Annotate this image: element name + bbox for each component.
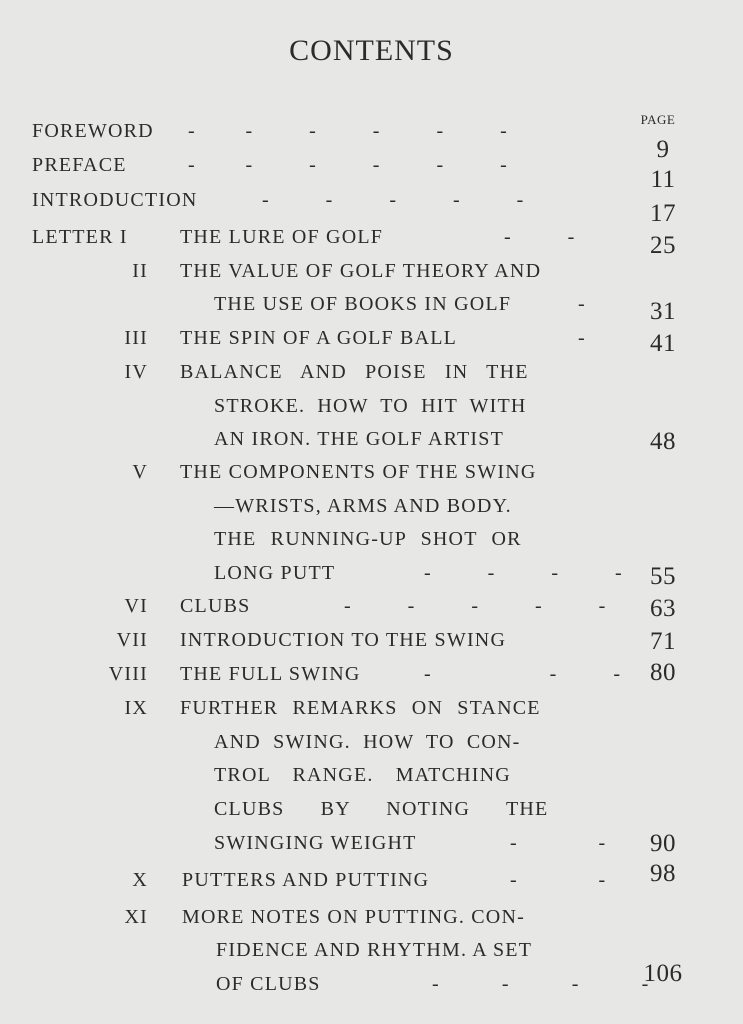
roman-numeral: VIII (108, 663, 148, 685)
leader-dots: - - (510, 869, 607, 891)
roman-numeral: IV (124, 361, 148, 383)
toc-entry-label: THE VALUE OF GOLF THEORY AND (180, 260, 542, 282)
toc-entry-label: FURTHER REMARKS ON STANCE (180, 697, 541, 719)
page-number: 63 (650, 595, 676, 622)
toc-entry-label: AN IRON. THE GOLF ARTIST (214, 428, 505, 450)
leader-dots: - - - (424, 663, 622, 685)
toc-entry-label: BALANCE AND POISE IN THE (180, 361, 529, 383)
page-number: 31 (650, 298, 676, 325)
toc-entry-label: THE USE OF BOOKS IN GOLF (214, 293, 512, 315)
roman-numeral: VII (116, 629, 148, 651)
page-number: 11 (650, 166, 676, 193)
toc-entry-letter-5 (0, 461, 743, 491)
leader-dots: - - - - - (262, 189, 525, 211)
roman-numeral: X (132, 869, 148, 891)
toc-entry-label: THE FULL SWING (180, 663, 361, 685)
toc-entry-label: PUTTERS AND PUTTING (182, 869, 430, 891)
page-number: 48 (650, 428, 676, 455)
toc-entry-label: INTRODUCTION (32, 189, 198, 211)
roman-numeral: XI (124, 906, 148, 928)
toc-entry-label: STROKE. HOW TO HIT WITH (214, 395, 527, 417)
page-column-label: PAGE (640, 112, 676, 127)
leader-dots: - (578, 327, 586, 349)
toc-entry-label: —WRISTS, ARMS AND BODY. (214, 495, 512, 517)
page-number: 80 (650, 659, 676, 686)
leader-dots: - - - - (424, 562, 623, 584)
leader-dots: - - - - - (344, 595, 607, 617)
toc-entry-label: CLUBS (180, 595, 251, 617)
toc-entry-label: TROL RANGE. MATCHING (214, 764, 511, 786)
page-number: 55 (650, 563, 676, 590)
page-number: 17 (650, 200, 676, 227)
toc-entry-continuation (0, 731, 743, 761)
toc-entry-label: PREFACE (32, 154, 127, 176)
toc-entry-label: FIDENCE AND RHYTHM. A SET (216, 939, 533, 961)
letter-label: LETTER I (32, 226, 128, 248)
toc-entry-label: MORE NOTES ON PUTTING. CON- (182, 906, 525, 928)
page-number: 90 (650, 830, 676, 857)
roman-numeral: VI (124, 595, 148, 617)
toc-entry-label: THE COMPONENTS OF THE SWING (180, 461, 537, 483)
page-number: 98 (650, 860, 676, 887)
toc-entry-label: THE LURE OF GOLF (180, 226, 384, 248)
page-number: 9 (656, 136, 670, 163)
page-number: 25 (650, 232, 676, 259)
toc-entry-label: LONG PUTT (214, 562, 336, 584)
toc-entry-label: AND SWING. HOW TO CON- (214, 731, 521, 753)
leader-dots: - - (510, 832, 607, 854)
leader-dots: - - - - - - (188, 154, 508, 176)
toc-entry-label: THE RUNNING-UP SHOT OR (214, 528, 522, 550)
toc-entry-continuation (0, 764, 743, 794)
leader-dots: - - (504, 226, 576, 248)
toc-entry-letter-2 (0, 260, 743, 290)
toc-entry-continuation (0, 798, 743, 828)
leader-dots: - (578, 293, 586, 315)
toc-entry-label: THE SPIN OF A GOLF BALL (180, 327, 458, 349)
roman-numeral: III (124, 327, 148, 349)
roman-numeral: V (132, 461, 148, 483)
toc-entry-letter-9 (0, 697, 743, 727)
toc-entry-label: SWINGING WEIGHT (214, 832, 417, 854)
leader-dots: - - - - (432, 973, 650, 995)
toc-entry-label: OF CLUBS (216, 973, 321, 995)
page-number: 106 (643, 960, 683, 987)
toc-entry-label: INTRODUCTION TO THE SWING (180, 629, 507, 651)
toc-entry-letter-4 (0, 361, 743, 391)
roman-numeral: II (132, 260, 148, 282)
toc-entry-continuation (0, 395, 743, 425)
toc-entry-continuation (0, 495, 743, 525)
page-number: 71 (650, 628, 676, 655)
toc-entry-continuation (0, 528, 743, 558)
roman-numeral: IX (124, 697, 148, 719)
page-title: CONTENTS (289, 34, 454, 67)
toc-entry-letter-11 (0, 906, 743, 936)
toc-entry-label: CLUBS BY NOTING THE (214, 798, 549, 820)
toc-entry-label: FOREWORD (32, 120, 154, 142)
leader-dots: - - - - - - (188, 120, 508, 142)
page-number: 41 (650, 330, 676, 357)
